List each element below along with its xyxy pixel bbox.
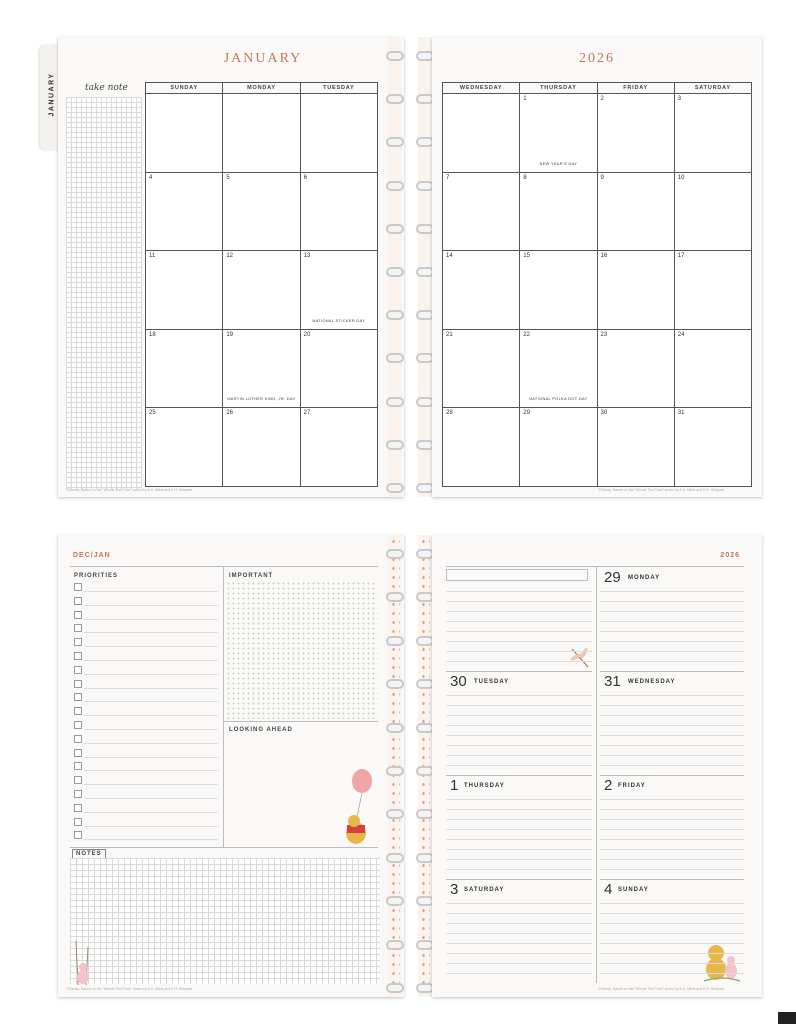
day-writing-line[interactable] [600,725,744,726]
disc-ring-icon [386,983,404,993]
day-number: 15 [523,253,530,260]
notes-label: NOTES [72,849,106,859]
priority-line[interactable] [84,757,218,758]
priority-checkbox[interactable] [74,735,82,743]
take-note-label: take note [85,83,128,93]
day-writing-line[interactable] [446,839,592,840]
day-number: 5 [226,174,230,181]
day-name: SUNDAY [618,887,649,893]
day-writing-line[interactable] [446,953,592,954]
day-cell[interactable] [597,94,674,173]
copyright-right-bottom: ©Disney. Based on the "Winnie The Pooh" works by A.A. Milne and E.H. Shepard [598,987,725,991]
disc-ring-icon [386,267,404,277]
disc-ring-icon [386,679,404,689]
weekday-header: SATURDAY [674,83,751,94]
day-name: SATURDAY [464,887,505,893]
day-number: 19 [226,331,234,338]
copyright-left-top: ©Disney. Based on the "Winnie The Pooh" works by A.A. Milne and E.H. Shepard [66,488,193,492]
dragonfly-illustration [568,645,594,671]
day-separator [446,671,592,672]
day-writing-line[interactable] [446,735,592,736]
day-writing-line[interactable] [446,859,592,860]
day-writing-line[interactable] [446,933,592,934]
range-title: DEC/JAN [73,552,111,559]
corner-mark [778,1012,796,1024]
week-row [146,251,378,330]
priority-checkbox[interactable] [74,624,82,632]
disc-ring-icon [386,181,404,191]
looking-ahead-label: LOOKING AHEAD [229,727,293,733]
weekly-right-page [432,535,762,997]
priorities-label: PRIORITIES [74,573,119,579]
priority-checkbox[interactable] [74,693,82,701]
day-writing-line[interactable] [446,799,592,800]
day-writing-line[interactable] [600,601,744,602]
priority-checkbox[interactable] [74,776,82,784]
day-cell[interactable] [674,172,751,251]
week-year-title: 2026 [720,552,740,559]
day-number: 30 [450,673,467,690]
day-writing-line[interactable] [600,819,744,820]
disc-ring-icon [386,137,404,147]
day-number: 7 [446,174,450,181]
day-writing-line[interactable] [600,963,744,964]
week-row [443,172,752,251]
day-writing-line[interactable] [600,809,744,810]
holiday-label: MARTIN LUTHER KING, JR. DAY [227,397,296,402]
year-title: 2026 [579,51,615,66]
notes-rule [70,847,378,848]
day-number: 9 [600,174,604,181]
day-cell[interactable] [223,408,300,487]
day-writing-line[interactable] [446,621,592,622]
day-writing-line[interactable] [600,695,744,696]
day-writing-line[interactable] [446,705,592,706]
day-writing-line[interactable] [446,715,592,716]
week-note-box[interactable] [446,569,588,581]
day-writing-line[interactable] [446,849,592,850]
day-cell[interactable] [223,172,300,251]
disc-ring-icon [386,51,404,61]
day-cell[interactable] [146,251,223,330]
day-writing-line[interactable] [446,601,592,602]
day-number: 13 [303,253,311,260]
day-writing-line[interactable] [600,913,744,914]
priority-checkbox[interactable] [74,680,82,688]
priority-checkbox[interactable] [74,583,82,591]
weekday-header: WEDNESDAY [443,83,520,94]
priority-checkbox[interactable] [74,721,82,729]
week-row [443,251,752,330]
day-separator [600,775,744,776]
day-writing-line[interactable] [600,661,744,662]
priority-line[interactable] [84,826,218,827]
day-cell[interactable] [300,251,377,330]
day-cell[interactable] [223,251,300,330]
day-number: 2 [604,777,613,794]
day-cell[interactable] [674,329,751,408]
take-note-grid[interactable] [66,97,142,489]
disc-ring-icon [386,224,404,234]
piglet-illustration [66,939,100,987]
day-writing-line[interactable] [600,869,744,870]
priorities-divider [223,567,224,847]
week-row [146,408,378,487]
day-writing-line[interactable] [600,745,744,746]
holiday-label: NATIONAL POLKA DOT DAY [529,397,588,402]
priority-line[interactable] [84,646,218,647]
day-number: 12 [226,253,234,260]
day-writing-line[interactable] [446,809,592,810]
priority-line[interactable] [84,674,218,675]
priority-checkbox[interactable] [74,638,82,646]
month-title: JANUARY [223,51,303,66]
day-writing-line[interactable] [446,631,592,632]
day-writing-line[interactable] [600,859,744,860]
disc-ring-icon [386,310,404,320]
day-writing-line[interactable] [600,611,744,612]
day-writing-line[interactable] [446,725,592,726]
notes-grid[interactable] [70,858,380,984]
day-number: 2 [600,96,604,102]
disc-ring-icon [386,853,404,863]
holiday-label: NEW YEAR'S DAY [539,161,578,166]
copyright-right-top: ©Disney. Based on the "Winnie The Pooh" works by A.A. Milne and E.H. Shepard [598,488,725,492]
priority-line[interactable] [84,729,218,730]
priority-checkbox[interactable] [74,804,82,812]
priority-line[interactable] [84,715,218,716]
monthly-left-page [58,37,404,497]
day-cell[interactable] [300,329,377,408]
day-writing-line[interactable] [446,765,592,766]
disc-ring-icon [386,766,404,776]
day-writing-line[interactable] [600,631,744,632]
day-cell[interactable] [146,172,223,251]
calendar-left [145,82,378,487]
day-cell[interactable] [597,251,674,330]
day-writing-line[interactable] [600,705,744,706]
day-number: 29 [604,569,621,586]
priority-line[interactable] [84,770,218,771]
day-writing-line[interactable] [446,869,592,870]
priority-line[interactable] [84,591,218,592]
day-separator [600,879,744,880]
day-cell[interactable] [520,94,597,173]
day-number: 27 [303,410,311,417]
priority-line[interactable] [84,839,218,840]
day-writing-line[interactable] [446,973,592,974]
important-dot-area[interactable] [226,581,378,719]
priority-checkbox[interactable] [74,597,82,605]
day-number: 8 [523,174,527,181]
day-number: 1 [450,777,459,794]
priority-checkbox[interactable] [74,611,82,619]
week-center-divider [596,567,597,983]
calendar-right [442,82,752,487]
day-number: 3 [450,881,459,898]
day-cell[interactable] [146,94,223,173]
day-name: WEDNESDAY [628,679,676,685]
day-name: TUESDAY [474,679,510,685]
day-number: 23 [600,331,608,338]
day-cell[interactable] [223,94,300,173]
day-number: 20 [303,331,311,338]
day-writing-line[interactable] [446,661,592,662]
day-number: 3 [677,96,682,102]
day-writing-line[interactable] [446,695,592,696]
priority-checkbox[interactable] [74,762,82,770]
day-writing-line[interactable] [600,943,744,944]
disc-ring-icon [386,353,404,363]
priority-line[interactable] [84,798,218,799]
important-rule [224,721,378,722]
week-row [146,172,378,251]
disc-ring-icon [386,723,404,733]
day-number: 28 [446,410,453,417]
day-cell[interactable] [520,172,597,251]
priority-line[interactable] [84,743,218,744]
day-cell[interactable] [146,329,223,408]
day-cell[interactable] [520,251,597,330]
day-writing-line[interactable] [600,641,744,642]
day-cell[interactable] [520,408,597,487]
day-writing-line[interactable] [446,903,592,904]
disc-ring-icon [386,636,404,646]
disc-ring-icon [386,809,404,819]
day-writing-line[interactable] [600,973,744,974]
day-number: 16 [600,253,608,260]
week-row [443,408,752,487]
weekday-header: THURSDAY [520,83,597,94]
day-name: THURSDAY [464,783,505,789]
day-writing-line[interactable] [600,903,744,904]
week-row [146,94,378,173]
day-cell[interactable] [520,329,597,408]
day-cell[interactable] [300,94,377,173]
day-number: 4 [149,174,153,181]
day-writing-line[interactable] [600,715,744,716]
weekday-header: FRIDAY [597,83,674,94]
day-writing-line[interactable] [600,755,744,756]
day-separator [600,671,744,672]
day-writing-line[interactable] [600,621,744,622]
day-cell[interactable] [443,172,520,251]
monthly-right-page [432,37,762,497]
day-writing-line[interactable] [446,641,592,642]
day-number: 24 [677,331,685,338]
weekly-left-page [58,535,404,997]
day-writing-line[interactable] [446,651,592,652]
day-separator [446,879,592,880]
copyright-left-bottom: ©Disney. Based on the "Winnie The Pooh" works by A.A. Milne and E.H. Shepard [66,987,193,991]
day-number: 17 [677,253,685,260]
holiday-label: NATIONAL STICKER DAY [312,318,366,323]
day-name: FRIDAY [618,783,646,789]
day-writing-line[interactable] [600,839,744,840]
day-cell[interactable] [443,329,520,408]
priority-line[interactable] [84,632,218,633]
weekday-header: TUESDAY [300,83,377,94]
important-label: IMPORTANT [229,573,274,579]
priority-line[interactable] [84,701,218,702]
priority-checkbox[interactable] [74,707,82,715]
day-cell[interactable] [597,172,674,251]
disc-ring-icon [386,896,404,906]
day-number: 11 [149,253,156,260]
day-writing-line[interactable] [600,933,744,934]
disc-ring-icon [386,397,404,407]
day-writing-line[interactable] [600,765,744,766]
day-writing-line[interactable] [600,923,744,924]
disc-ring-icon [386,440,404,450]
priority-checkbox[interactable] [74,818,82,826]
day-number: 18 [149,331,156,338]
day-cell[interactable] [443,408,520,487]
day-name: MONDAY [628,575,661,581]
priority-checkbox[interactable] [74,831,82,839]
day-writing-line[interactable] [446,819,592,820]
day-cell[interactable] [674,408,751,487]
day-cell[interactable] [223,329,300,408]
weekday-header: SUNDAY [146,83,223,94]
day-writing-line[interactable] [446,943,592,944]
day-writing-line[interactable] [446,923,592,924]
priority-checkbox[interactable] [74,652,82,660]
priority-checkbox[interactable] [74,790,82,798]
day-number: 25 [149,410,156,417]
day-number: 14 [446,253,453,260]
disc-ring-icon [386,940,404,950]
week-row [443,94,752,173]
priority-line[interactable] [84,605,218,606]
priority-line[interactable] [84,812,218,813]
header-rule [70,566,378,567]
day-number: 26 [226,410,234,417]
priority-line[interactable] [84,784,218,785]
disc-ring-icon [386,549,404,559]
disc-ring-icon [386,592,404,602]
day-cell[interactable] [300,408,377,487]
day-number: 4 [604,881,613,898]
day-number: 22 [523,331,530,338]
day-writing-line[interactable] [600,651,744,652]
disc-ring-icon [386,94,404,104]
disc-ring-icon [386,483,404,493]
day-writing-line[interactable] [600,849,744,850]
day-writing-line[interactable] [600,953,744,954]
day-cell[interactable] [146,408,223,487]
day-writing-line[interactable] [446,611,592,612]
day-writing-line[interactable] [446,755,592,756]
weekday-header: MONDAY [223,83,300,94]
priority-line[interactable] [84,619,218,620]
month-tab-label: JANUARY [48,72,56,117]
priority-checkbox[interactable] [74,749,82,757]
day-cell[interactable] [674,94,751,173]
day-number: 10 [677,174,685,181]
day-writing-line[interactable] [600,735,744,736]
day-number: 31 [677,410,685,417]
day-number: 30 [600,410,608,417]
day-writing-line[interactable] [446,963,592,964]
day-number: 29 [523,410,530,417]
priority-line[interactable] [84,688,218,689]
day-writing-line[interactable] [600,829,744,830]
day-cell[interactable] [597,329,674,408]
day-writing-line[interactable] [600,799,744,800]
day-number: 31 [604,673,621,690]
day-writing-line[interactable] [600,591,744,592]
day-writing-line[interactable] [446,591,592,592]
day-number: 21 [446,331,453,338]
day-cell[interactable] [674,251,751,330]
week-row [146,329,378,408]
day-writing-line[interactable] [446,745,592,746]
day-number: 6 [303,174,307,181]
day-separator [446,775,592,776]
balloon-pooh-illustration [338,767,378,849]
day-writing-line[interactable] [446,829,592,830]
day-writing-line[interactable] [446,913,592,914]
day-number: 1 [523,96,527,102]
week-row [443,329,752,408]
priority-checkbox[interactable] [74,666,82,674]
priority-line[interactable] [84,660,218,661]
day-cell[interactable] [443,251,520,330]
day-cell[interactable] [300,172,377,251]
week-header-rule [446,566,744,567]
day-cell[interactable] [597,408,674,487]
day-cell[interactable] [443,94,520,173]
